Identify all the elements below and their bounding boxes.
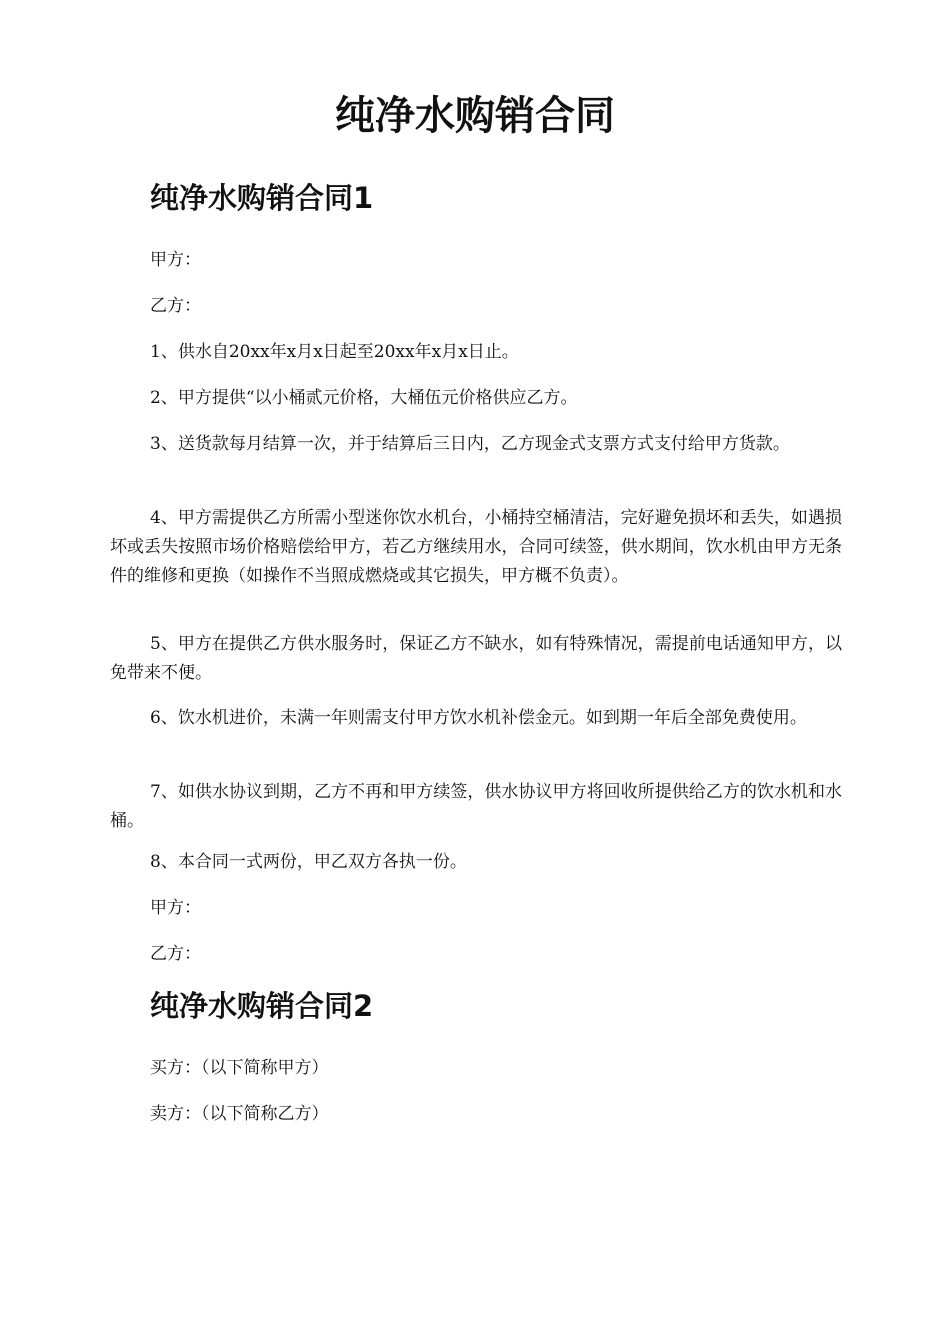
party-b-line: 乙方：: [150, 296, 201, 316]
party-a-signature-line: 甲方：: [150, 898, 201, 918]
buyer-line: 买方：（以下简称甲方）: [150, 1058, 329, 1078]
section-heading-1: 纯净水购销合同1: [150, 181, 374, 215]
party-a-line: 甲方：: [150, 250, 201, 270]
clause-2: 2、甲方提供“以小桶贰元价格，大桶伍元价格供应乙方。: [150, 388, 578, 408]
clause-4: 4、甲方需提供乙方所需小型迷你饮水机台，小桶持空桶清洁，完好避免损坏和丢失，如遇损坏或丢失按照市场价格赔偿给甲方，若乙方继续用水，合同可续签，供水期间，饮水机由甲方无条件的维修和更换（如操作不当照成燃烧或其它损失，甲方概不负责）。: [110, 508, 842, 586]
clause-6: 6、饮水机进价，未满一年则需支付甲方饮水机补偿金元。如到期一年后全部免费使用。: [150, 708, 807, 728]
clause-7: 7、如供水协议到期，乙方不再和甲方续签，供水协议甲方将回收所提供给乙方的饮水机和水桶。: [110, 782, 842, 831]
party-b-signature-line: 乙方：: [150, 944, 201, 964]
clause-8: 8、本合同一式两份，甲乙双方各执一份。: [150, 852, 467, 872]
clause-3: 3、送货款每月结算一次，并于结算后三日内，乙方现金式支票方式支付给甲方货款。: [150, 434, 790, 454]
seller-line: 卖方：（以下简称乙方）: [150, 1104, 329, 1124]
clause-5: 5、甲方在提供乙方供水服务时，保证乙方不缺水，如有特殊情况，需提前电话通知甲方，以免带来不便。: [110, 634, 842, 683]
document-title: 纯净水购销合同: [335, 93, 615, 139]
section-heading-2: 纯净水购销合同2: [150, 989, 374, 1023]
clause-1: 1、供水自20xx年x月x日起至20xx年x月x日止。: [150, 342, 519, 362]
